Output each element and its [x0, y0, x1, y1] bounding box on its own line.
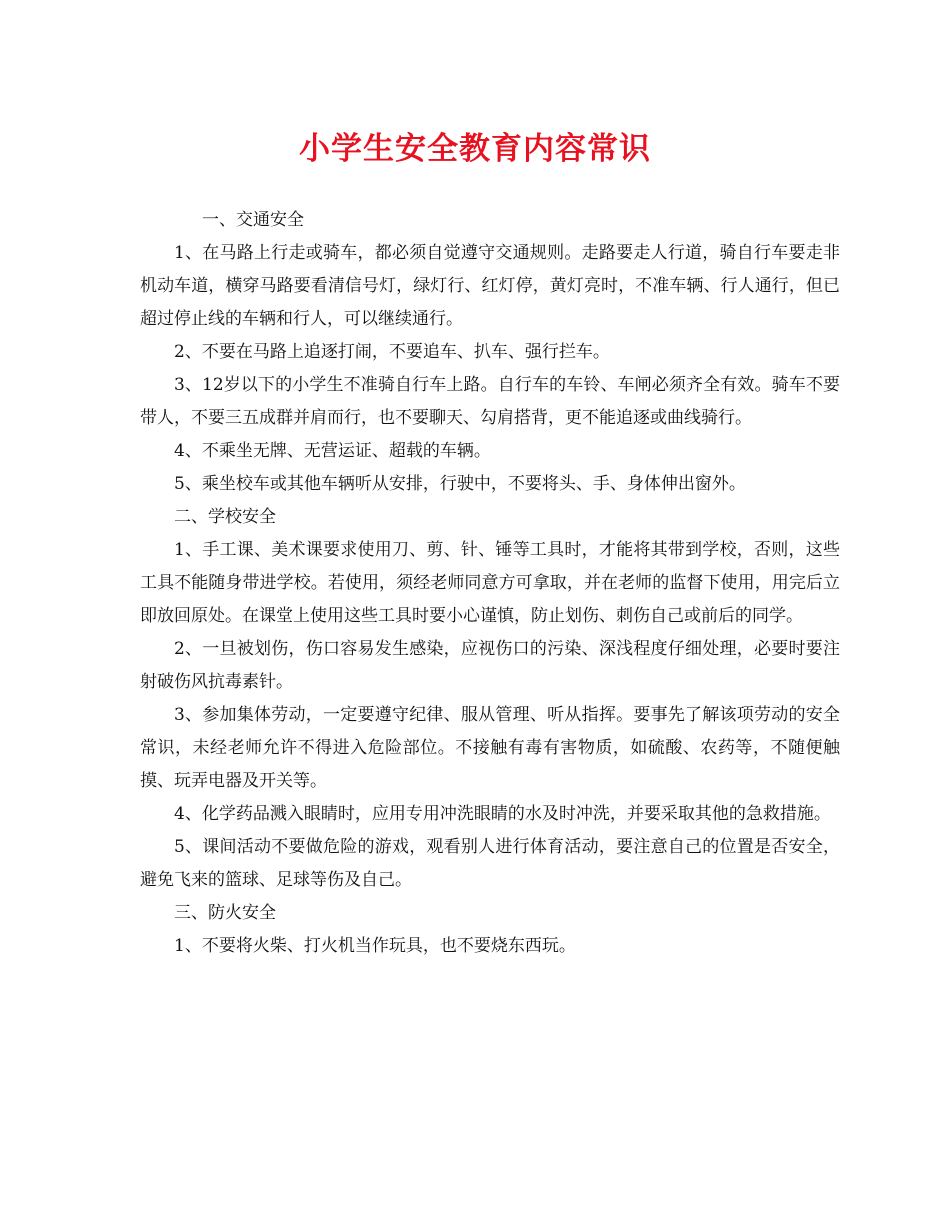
section-heading-fire: 三、防火安全	[174, 903, 276, 923]
paragraph: 5、乘坐校车或其他车辆听从安排，行驶中，不要将头、手、身体伸出窗外。	[174, 474, 746, 494]
paragraph: 1、手工课、美术课要求使用刀、剪、针、锤等工具时，才能将其带到学校，否则，这些工具不能随身带进学校。若使用，须经老师同意方可拿取，并在老师的监督下使用，用完后立即放回原处。在课堂上使用这些工具时要小心谨慎，防止划伤、刺伤自己或前后的同学。	[140, 540, 840, 626]
document-body	[140, 204, 840, 963]
paragraph: 4、不乘坐无牌、无营运证、超载的车辆。	[174, 441, 491, 461]
paragraph: 4、化学药品溅入眼睛时，应用专用冲洗眼睛的水及时冲洗，并要采取其他的急救措施。	[174, 804, 831, 824]
paragraph: 5、课间活动不要做危险的游戏，观看别人进行体育活动，要注意自己的位置是否安全，避免飞来的篮球、足球等伤及自己。	[140, 837, 840, 890]
paragraph: 1、在马路上行走或骑车，都必须自觉遵守交通规则。走路要走人行道，骑自行车要走非机动车道，横穿马路要看清信号灯，绿灯行、红灯停，黄灯亮时，不准车辆、行人通行，但已超过停止线的车辆和行人，可以继续通行。	[140, 243, 840, 329]
paragraph: 3、参加集体劳动，一定要遵守纪律、服从管理、听从指挥。要事先了解该项劳动的安全常识，未经老师允许不得进入危险部位。不接触有毒有害物质，如硫酸、农药等，不随便触摸、玩弄电器及开关等。	[140, 705, 840, 791]
section-heading-school: 二、学校安全	[174, 507, 276, 527]
document-title: 小学生安全教育内容常识	[299, 131, 651, 167]
paragraph: 1、不要将火柴、打火机当作玩具，也不要烧东西玩。	[174, 936, 576, 956]
paragraph: 2、不要在马路上追逐打闹，不要追车、扒车、强行拦车。	[174, 342, 610, 362]
section-heading-traffic: 一、交通安全	[202, 210, 304, 230]
paragraph: 3、12岁以下的小学生不准骑自行车上路。自行车的车铃、车闸必须齐全有效。骑车不要带人，不要三五成群并肩而行，也不要聊天、勾肩搭背，更不能追逐或曲线骑行。	[140, 375, 840, 428]
paragraph: 2、一旦被划伤，伤口容易发生感染，应视伤口的污染、深浅程度仔细处理，必要时要注射破伤风抗毒素针。	[140, 639, 840, 692]
